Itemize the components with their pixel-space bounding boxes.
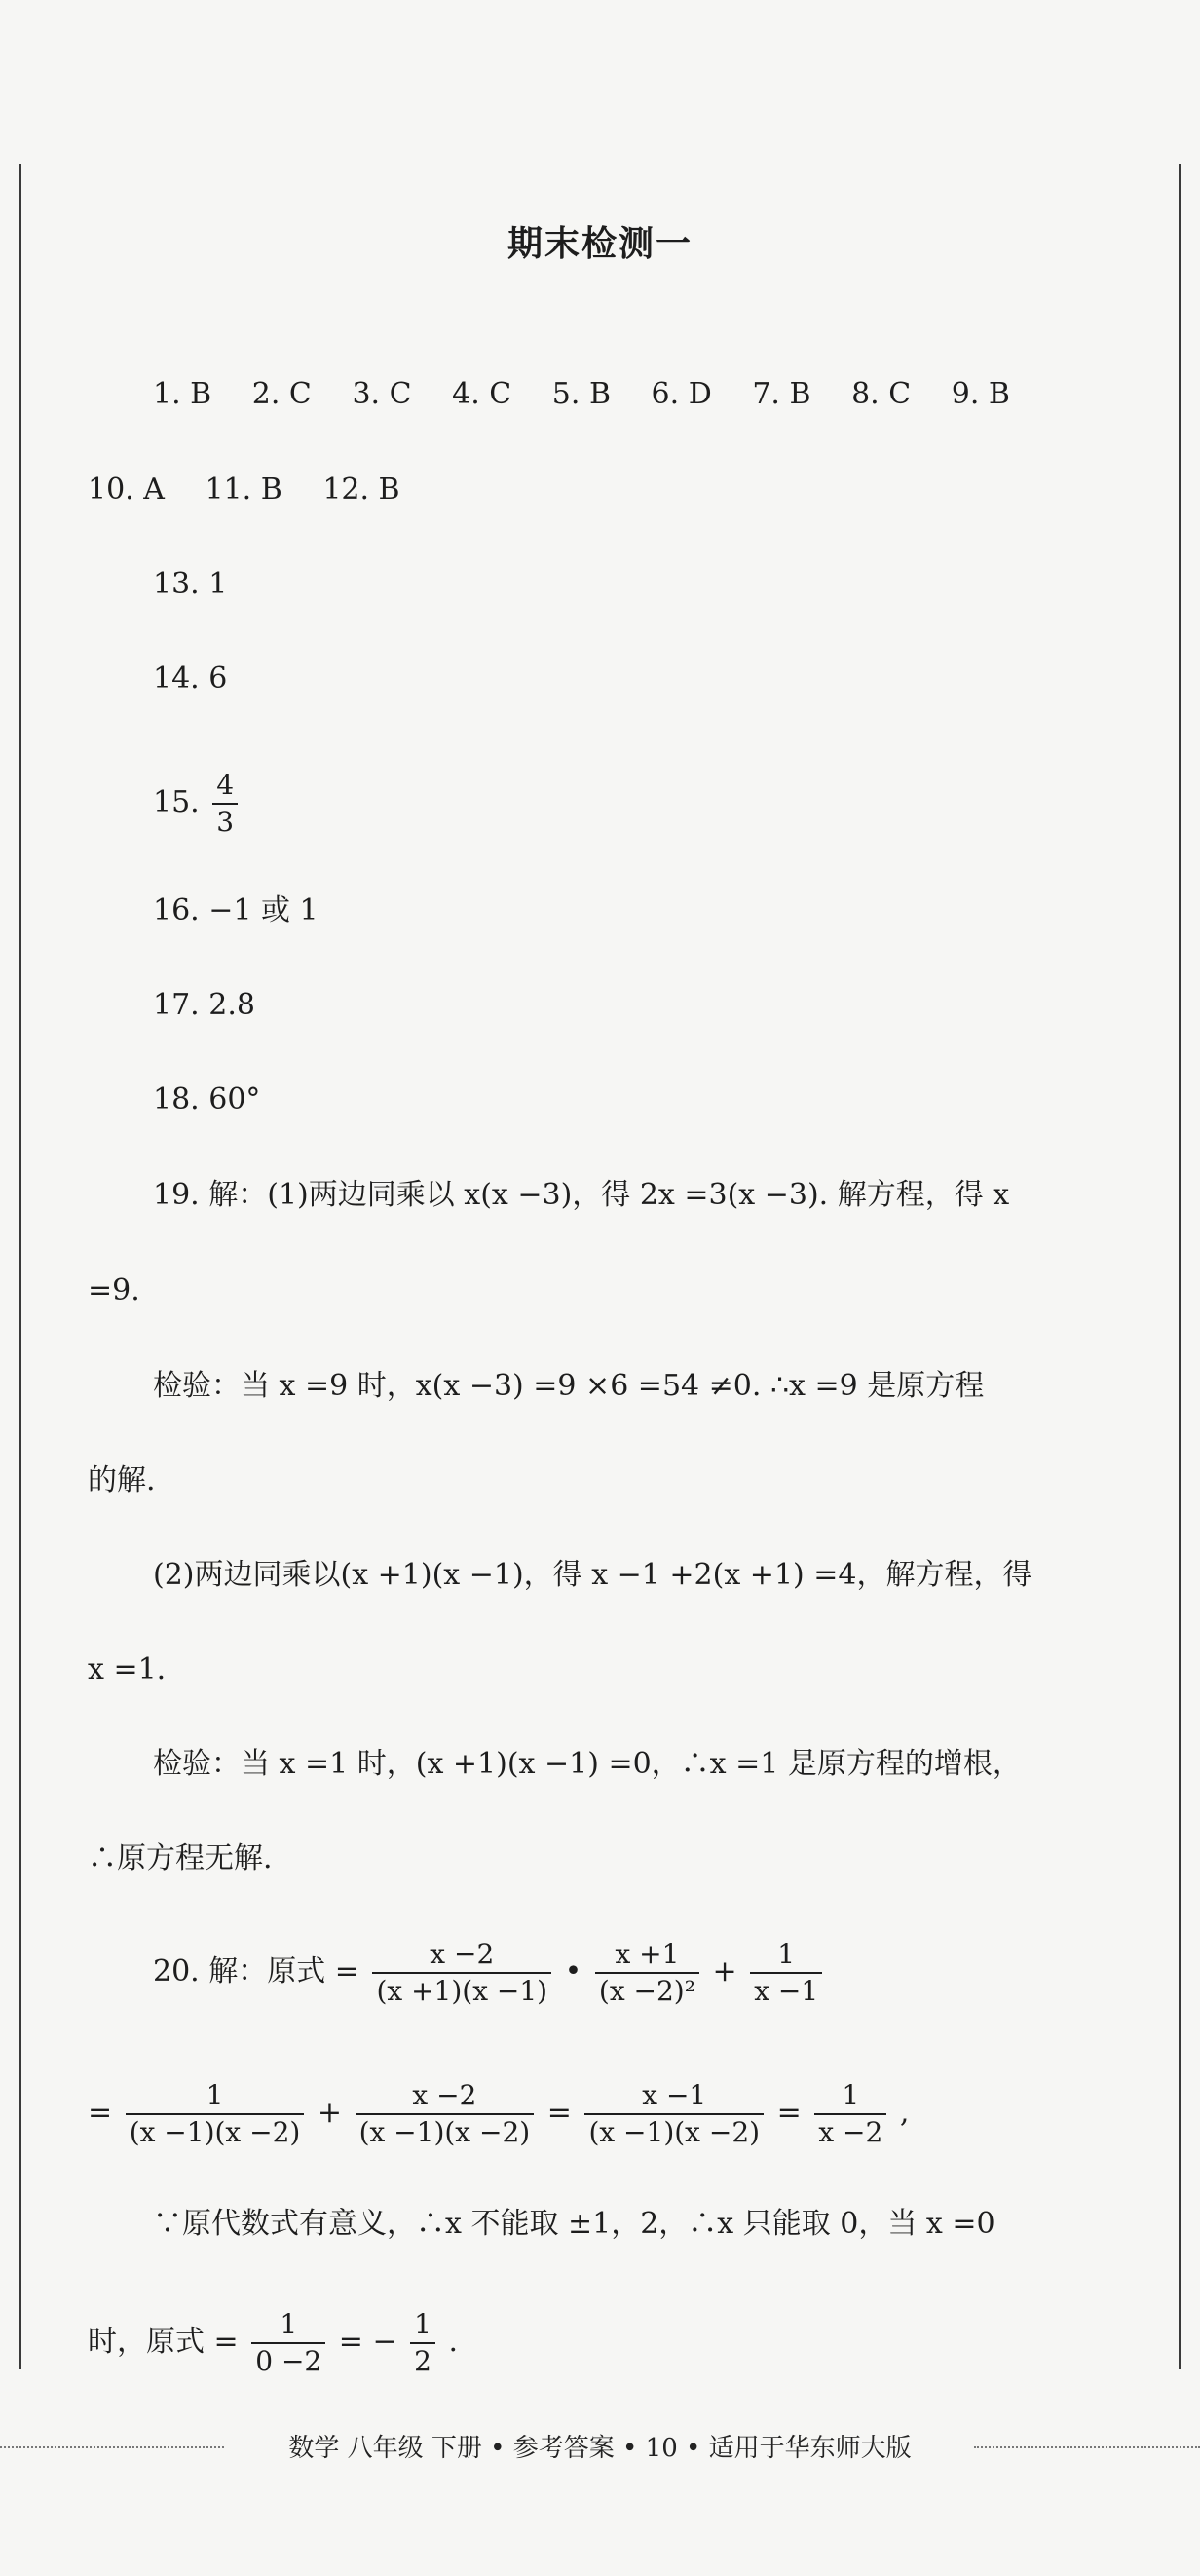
q20-line-3: ∵原代数式有意义，∴x 不能取 ±1，2，∴x 只能取 0，当 x =0 <box>153 2207 995 2241</box>
answer-9: 9. B <box>951 377 1010 411</box>
answer-7: 7. B <box>752 377 811 411</box>
q20-line-2: = $\frac{1}{(x -1)(x -2)}$ + $\frac{x -2}{(x -1)(x -2)}$ = $\frac{x -1}{(x -1)(x -2)}$ = $\frac{1}{x -2}$ , <box>88 2079 910 2149</box>
fraction: $\frac{x -2}{(x -1)(x -2)}$ <box>356 2080 535 2148</box>
answer-13: 13. 1 <box>153 567 228 601</box>
fraction: $\frac{x +1}{\text{(x −2)²}}$ <box>595 1939 699 2007</box>
answer-8: 8. C <box>851 377 912 411</box>
q19-line-5: (2)两边同乘以(x +1)(x −1)，得 x −1 +2(x +1) =4，解方程，得 <box>153 1558 1032 1592</box>
answer-14: 14. 6 <box>153 662 228 696</box>
fraction: $\frac{x -1}{(x -1)(x -2)}$ <box>584 2080 764 2148</box>
answer-4: 4. C <box>452 377 512 411</box>
q19-line-4: 的解. <box>88 1463 156 1497</box>
answer-1: 1. B <box>153 377 212 411</box>
q20-line-4: 时，原式 = $\frac{1}{0 -2}$ = − $\frac{1}{2}$ . <box>88 2308 459 2378</box>
fraction: $\frac{x -2}{(x +1)(x -1)}$ <box>372 1939 551 2007</box>
answer-3: 3. C <box>352 377 412 411</box>
answer-2: 2. C <box>251 377 312 411</box>
answer-10: 10. A <box>88 473 165 507</box>
left-margin-rule <box>19 164 21 2369</box>
fraction: $\frac{1}{x -2}$ <box>814 2080 886 2148</box>
q19-line-8: ∴原方程无解. <box>88 1841 273 1875</box>
answer-16: 16. −1 或 1 <box>153 893 319 928</box>
answer-12: 12. B <box>322 473 400 507</box>
mc-answers-row-1 <box>153 375 1010 414</box>
q19-line-1: 19. 解：(1)两边同乘以 x(x −3)，得 2x =3(x −3). 解方程，得 x <box>153 1178 1010 1212</box>
fraction: $\frac{1}{2}$ <box>410 2309 435 2377</box>
answer-11: 11. B <box>205 473 282 507</box>
answer-6: 6. D <box>651 377 712 411</box>
answer-15: 15. $\frac{4}{3}$ <box>153 770 242 838</box>
answer-18: 18. 60° <box>153 1082 261 1117</box>
q19-line-6: x =1. <box>88 1652 167 1686</box>
page-title: 期末检测一 <box>506 224 693 264</box>
fraction: $\frac{1}{(x -1)(x -2)}$ <box>126 2080 305 2148</box>
answer-5: 5. B <box>551 377 611 411</box>
fraction: $\frac{4}{3}$ <box>212 770 238 838</box>
answer-17: 17. 2.8 <box>153 988 255 1022</box>
page-footer: 数学 八年级 下册 • 参考答案 • 10 • 适用于华东师大版 <box>288 2434 912 2463</box>
q19-line-7: 检验：当 x =1 时，(x +1)(x −1) =0，∴x =1 是原方程的增根， <box>153 1747 1022 1781</box>
q19-line-2: =9. <box>88 1273 140 1307</box>
right-margin-rule <box>1179 164 1181 2369</box>
q20-line-1: 20. 解：原式 = $\frac{x -2}{(x +1)(x -1)}$ • $\frac{x +1}{\text{(x −2)²}}$ + $\frac{1}{x -1}$ <box>153 1939 826 2007</box>
mc-answers-row-2 <box>88 471 400 510</box>
fraction: $\frac{1}{x -1}$ <box>750 1939 822 2007</box>
q19-line-3: 检验：当 x =9 时，x(x −3) =9 ×6 =54 ≠0. ∴x =9 是原方程 <box>153 1369 985 1403</box>
fraction: $\frac{1}{0 -2}$ <box>251 2309 325 2377</box>
